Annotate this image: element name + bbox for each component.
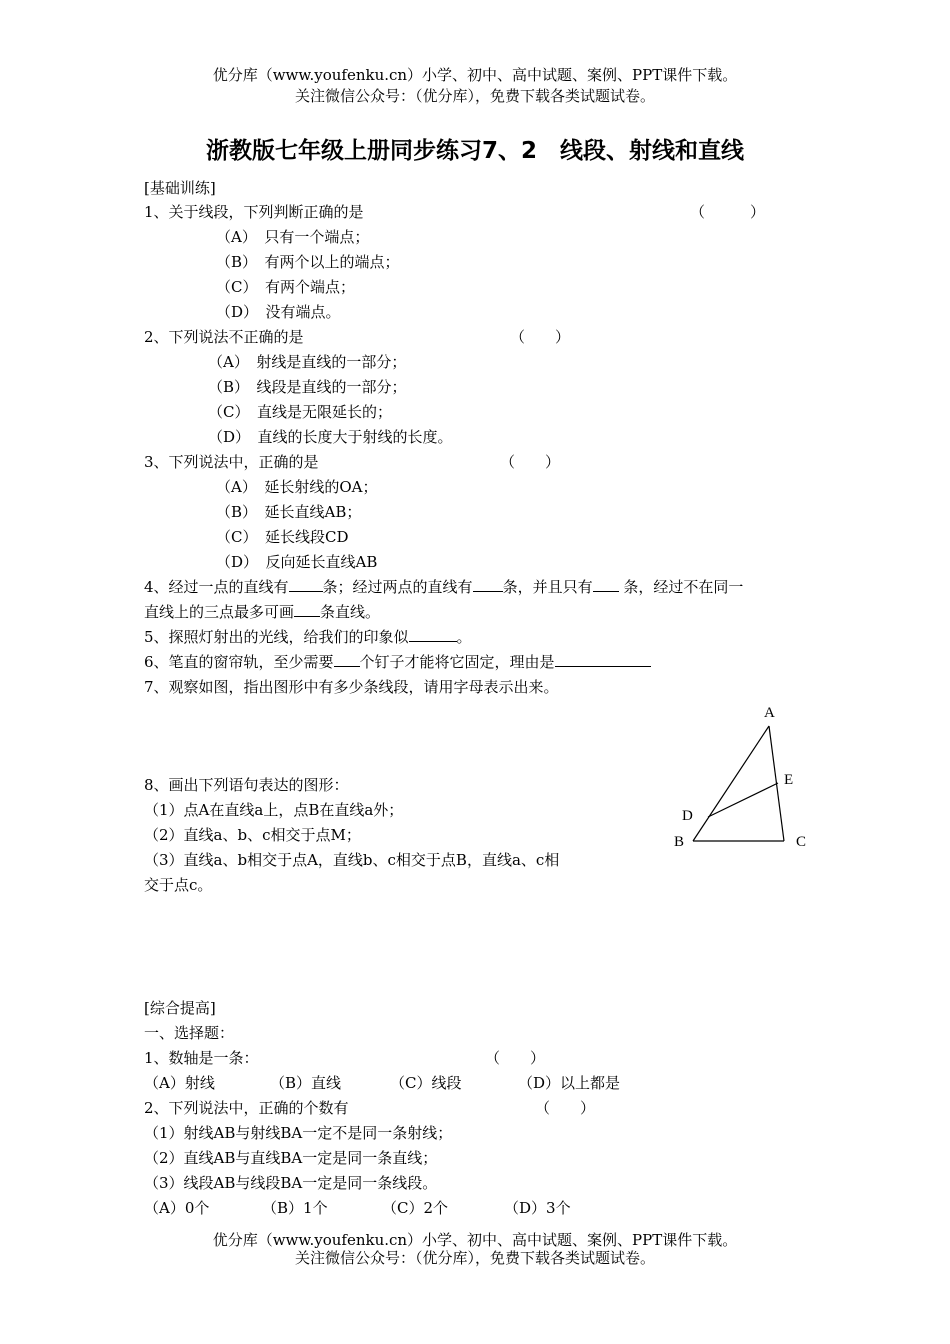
triangle-figure [660,690,820,860]
adv-q1-option-b: （B）直线 [270,1074,342,1092]
q5-line: 5、探照灯射出的光线，给我们的印象似 。 [144,628,472,646]
q8-item-1: （1）点A在直线a上，点B在直线a外； [144,801,404,819]
q4-blank-2[interactable] [473,577,503,592]
q3-option-d: （D） 反向延长直线AB [216,553,378,571]
q3-option-c: （C） 延长线段CD [216,528,349,546]
q2-option-c: （C） 直线是无限延长的； [208,403,392,421]
section-basic: [基础训练] [144,179,216,197]
q3-answer-paren: （ ） [500,453,561,471]
header-line-2: 关注微信公众号：（优分库），免费下载各类试题试卷。 [294,87,655,105]
section-advanced: [综合提高] [144,999,216,1017]
adv-q1-option-d: （D）以上都是 [518,1074,621,1092]
q8-item-2: （2）直线a、b、c相交于点M； [144,826,361,844]
q4-blank-3[interactable] [593,577,619,592]
q1-option-d: （D） 没有端点。 [216,303,341,321]
q8-item-3-cont: 交于点c。 [144,876,213,894]
q4-blank-4[interactable] [294,602,320,617]
q2-stem: 2、下列说法不正确的是 [144,328,304,346]
q8-item-3: （3）直线a、b相交于点A，直线b、c相交于点B，直线a、c相 [144,851,560,869]
adv-q2-option-c: （C）2个 [382,1199,449,1217]
adv-q1-option-a: （A）射线 [144,1074,215,1092]
q2-option-b: （B） 线段是直线的一部分； [208,378,407,396]
adv-q2-stem: 2、下列说法中，正确的个数有 [144,1099,349,1117]
q1-answer-paren: （ ） [690,203,766,221]
adv-q2-statement-3: （3）线段AB与线段BA一定是同一条线段。 [144,1174,438,1192]
segment-ab [693,726,769,841]
label-c: C [796,834,807,850]
q3-option-b: （B） 延长直线AB； [216,503,362,521]
q2-answer-paren: （ ） [510,328,571,346]
adv-q2-option-d: （D）3个 [504,1199,571,1217]
q1-option-a: （A） 只有一个端点； [216,228,370,246]
label-a: A [764,705,775,721]
adv-q1-answer-paren: （ ） [485,1049,546,1067]
page-title: 浙教版七年级上册同步练习7、2 线段、射线和直线 [205,138,744,164]
q5-blank[interactable] [409,627,457,642]
footer-line-2: 关注微信公众号：（优分库），免费下载各类试题试卷。 [294,1249,655,1267]
q3-stem: 3、下列说法中，正确的是 [144,453,319,471]
adv-q2-statement-1: （1）射线AB与射线BA一定不是同一条射线； [144,1124,453,1142]
q2-option-a: （A） 射线是直线的一部分； [208,353,407,371]
footer-line-1: 优分库（www.youfenku.cn）小学、初中、高中试题、案例、PPT课件下载。 [212,1231,738,1249]
adv-q2-option-b: （B）1个 [262,1199,328,1217]
q8-stem: 8、画出下列语句表达的图形： [144,776,349,794]
q6-line: 6、笔直的窗帘轨，至少需要 个钉子才能将它固定，理由是 [144,652,651,672]
q1-stem: 1、关于线段，下列判断正确的是 [144,203,364,221]
adv-q2-answer-paren: （ ） [535,1099,596,1117]
q2-option-d: （D） 直线的长度大于射线的长度。 [208,428,453,446]
q1-option-b: （B） 有两个以上的端点； [216,253,400,271]
segment-de [708,783,778,817]
label-e: E [784,772,794,788]
adv-q1-option-c: （C）线段 [390,1074,462,1092]
adv-q2-option-a: （A）0个 [144,1199,210,1217]
q1-option-c: （C） 有两个端点； [216,278,355,296]
part-choice-title: 一、选择题： [144,1024,235,1042]
header-line-1: 优分库（www.youfenku.cn）小学、初中、高中试题、案例、PPT课件下载。 [212,66,738,84]
label-b: B [674,834,685,850]
q6-blank-2[interactable] [555,652,651,667]
adv-q1-stem: 1、数轴是一条： [144,1049,259,1067]
label-d: D [682,808,693,824]
q7-stem: 7、观察如图，指出图形中有多少条线段，请用字母表示出来。 [144,678,559,696]
q4-blank-1[interactable] [289,577,323,592]
q3-option-a: （A） 延长射线的OA； [216,478,378,496]
adv-q2-statement-2: （2）直线AB与直线BA一定是同一条直线； [144,1149,438,1167]
q6-blank-1[interactable] [334,652,360,667]
q4-line-1: 4、经过一点的直线有 条；经过两点的直线有 条，并且只有 条，经过不在同一 [144,578,744,596]
q4-line-2: 直线上的三点最多可画 条直线。 [144,603,381,621]
